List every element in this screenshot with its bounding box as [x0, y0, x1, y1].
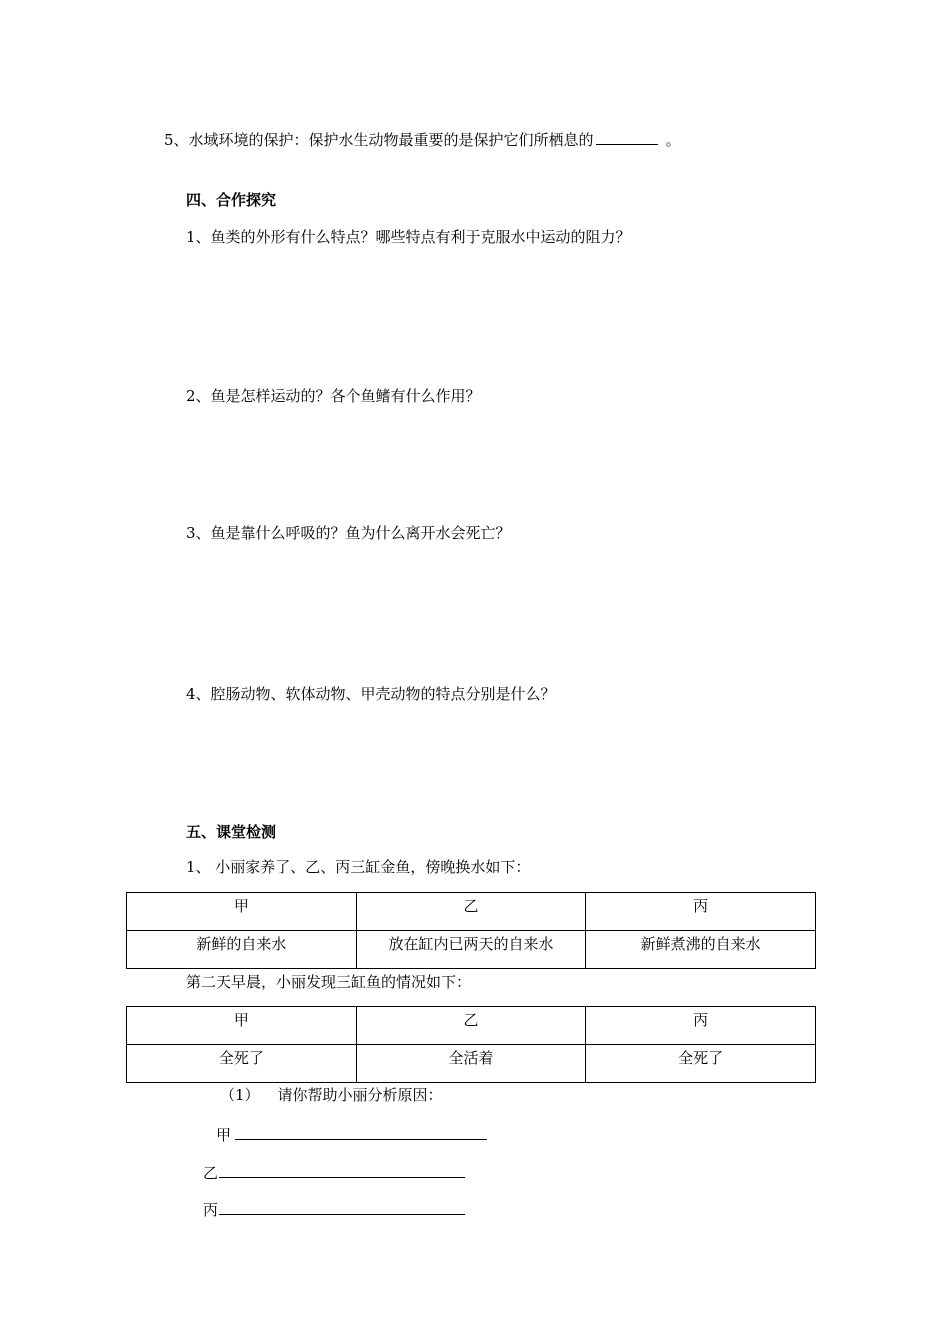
- table-row: [127, 931, 816, 969]
- section5-mid-text: 第二天早晨，小丽发现三缸鱼的情况如下：: [186, 973, 472, 991]
- section4-question-3: 3、鱼是靠什么呼吸的？鱼为什么离开水会死亡？: [186, 524, 511, 542]
- table-header-cell: 乙: [356, 1007, 586, 1045]
- table-row: [127, 1007, 816, 1045]
- table-header-cell: 甲: [127, 1007, 357, 1045]
- answer-line-bing: [203, 1198, 465, 1220]
- sub-question-1-text: 请你帮助小丽分析原因：: [277, 1086, 443, 1104]
- section4-question-4: 4、腔肠动物、软体动物、甲壳动物的特点分别是什么？: [186, 685, 556, 703]
- table-row: [127, 893, 816, 931]
- answer-blank-jia[interactable]: [235, 1123, 487, 1140]
- q5-suffix: 。: [665, 131, 681, 149]
- answer-blank-yi[interactable]: [219, 1161, 465, 1178]
- table-header-cell: 甲: [127, 893, 357, 931]
- answer-blank-bing[interactable]: [219, 1198, 465, 1215]
- section5-heading: 五、课堂检测: [186, 823, 277, 841]
- table-cell: 新鲜的自来水: [127, 931, 357, 969]
- table-cell: 全死了: [127, 1045, 357, 1083]
- q5-number: 5、: [164, 131, 189, 149]
- section4-question-1: 1、鱼类的外形有什么特点？哪些特点有利于克服水中运动的阻力？: [186, 228, 631, 246]
- section4-heading: 四、合作探究: [186, 191, 277, 209]
- table-header-cell: 丙: [586, 1007, 816, 1045]
- answer-line-yi: [203, 1161, 465, 1183]
- answer-label-bing: 丙: [203, 1201, 219, 1219]
- table-cell: 全死了: [586, 1045, 816, 1083]
- q5-line: [164, 128, 681, 150]
- sub-question-1: [220, 1085, 443, 1105]
- table-cell: 放在缸内已两天的自来水: [356, 931, 586, 969]
- water-change-table: [126, 892, 816, 969]
- answer-label-yi: 乙: [203, 1164, 219, 1182]
- table-header-cell: 乙: [356, 893, 586, 931]
- sub-question-1-number: （1）: [220, 1086, 260, 1104]
- table-cell: 全活着: [356, 1045, 586, 1083]
- answer-line-jia: [216, 1123, 487, 1145]
- q5-answer-blank[interactable]: [596, 128, 658, 145]
- q5-text: 水域环境的保护：保护水生动物最重要的是保护它们所栖息的: [188, 131, 594, 149]
- table-row: [127, 1045, 816, 1083]
- table-cell: 新鲜煮沸的自来水: [586, 931, 816, 969]
- table-header-cell: 丙: [586, 893, 816, 931]
- answer-label-jia: 甲: [216, 1126, 232, 1144]
- section5-q1-intro: 1、 小丽家养了、乙、丙三缸金鱼，傍晚换水如下：: [186, 858, 531, 876]
- section4-question-2: 2、鱼是怎样运动的？各个鱼鳍有什么作用？: [186, 387, 481, 405]
- fish-result-table: [126, 1006, 816, 1083]
